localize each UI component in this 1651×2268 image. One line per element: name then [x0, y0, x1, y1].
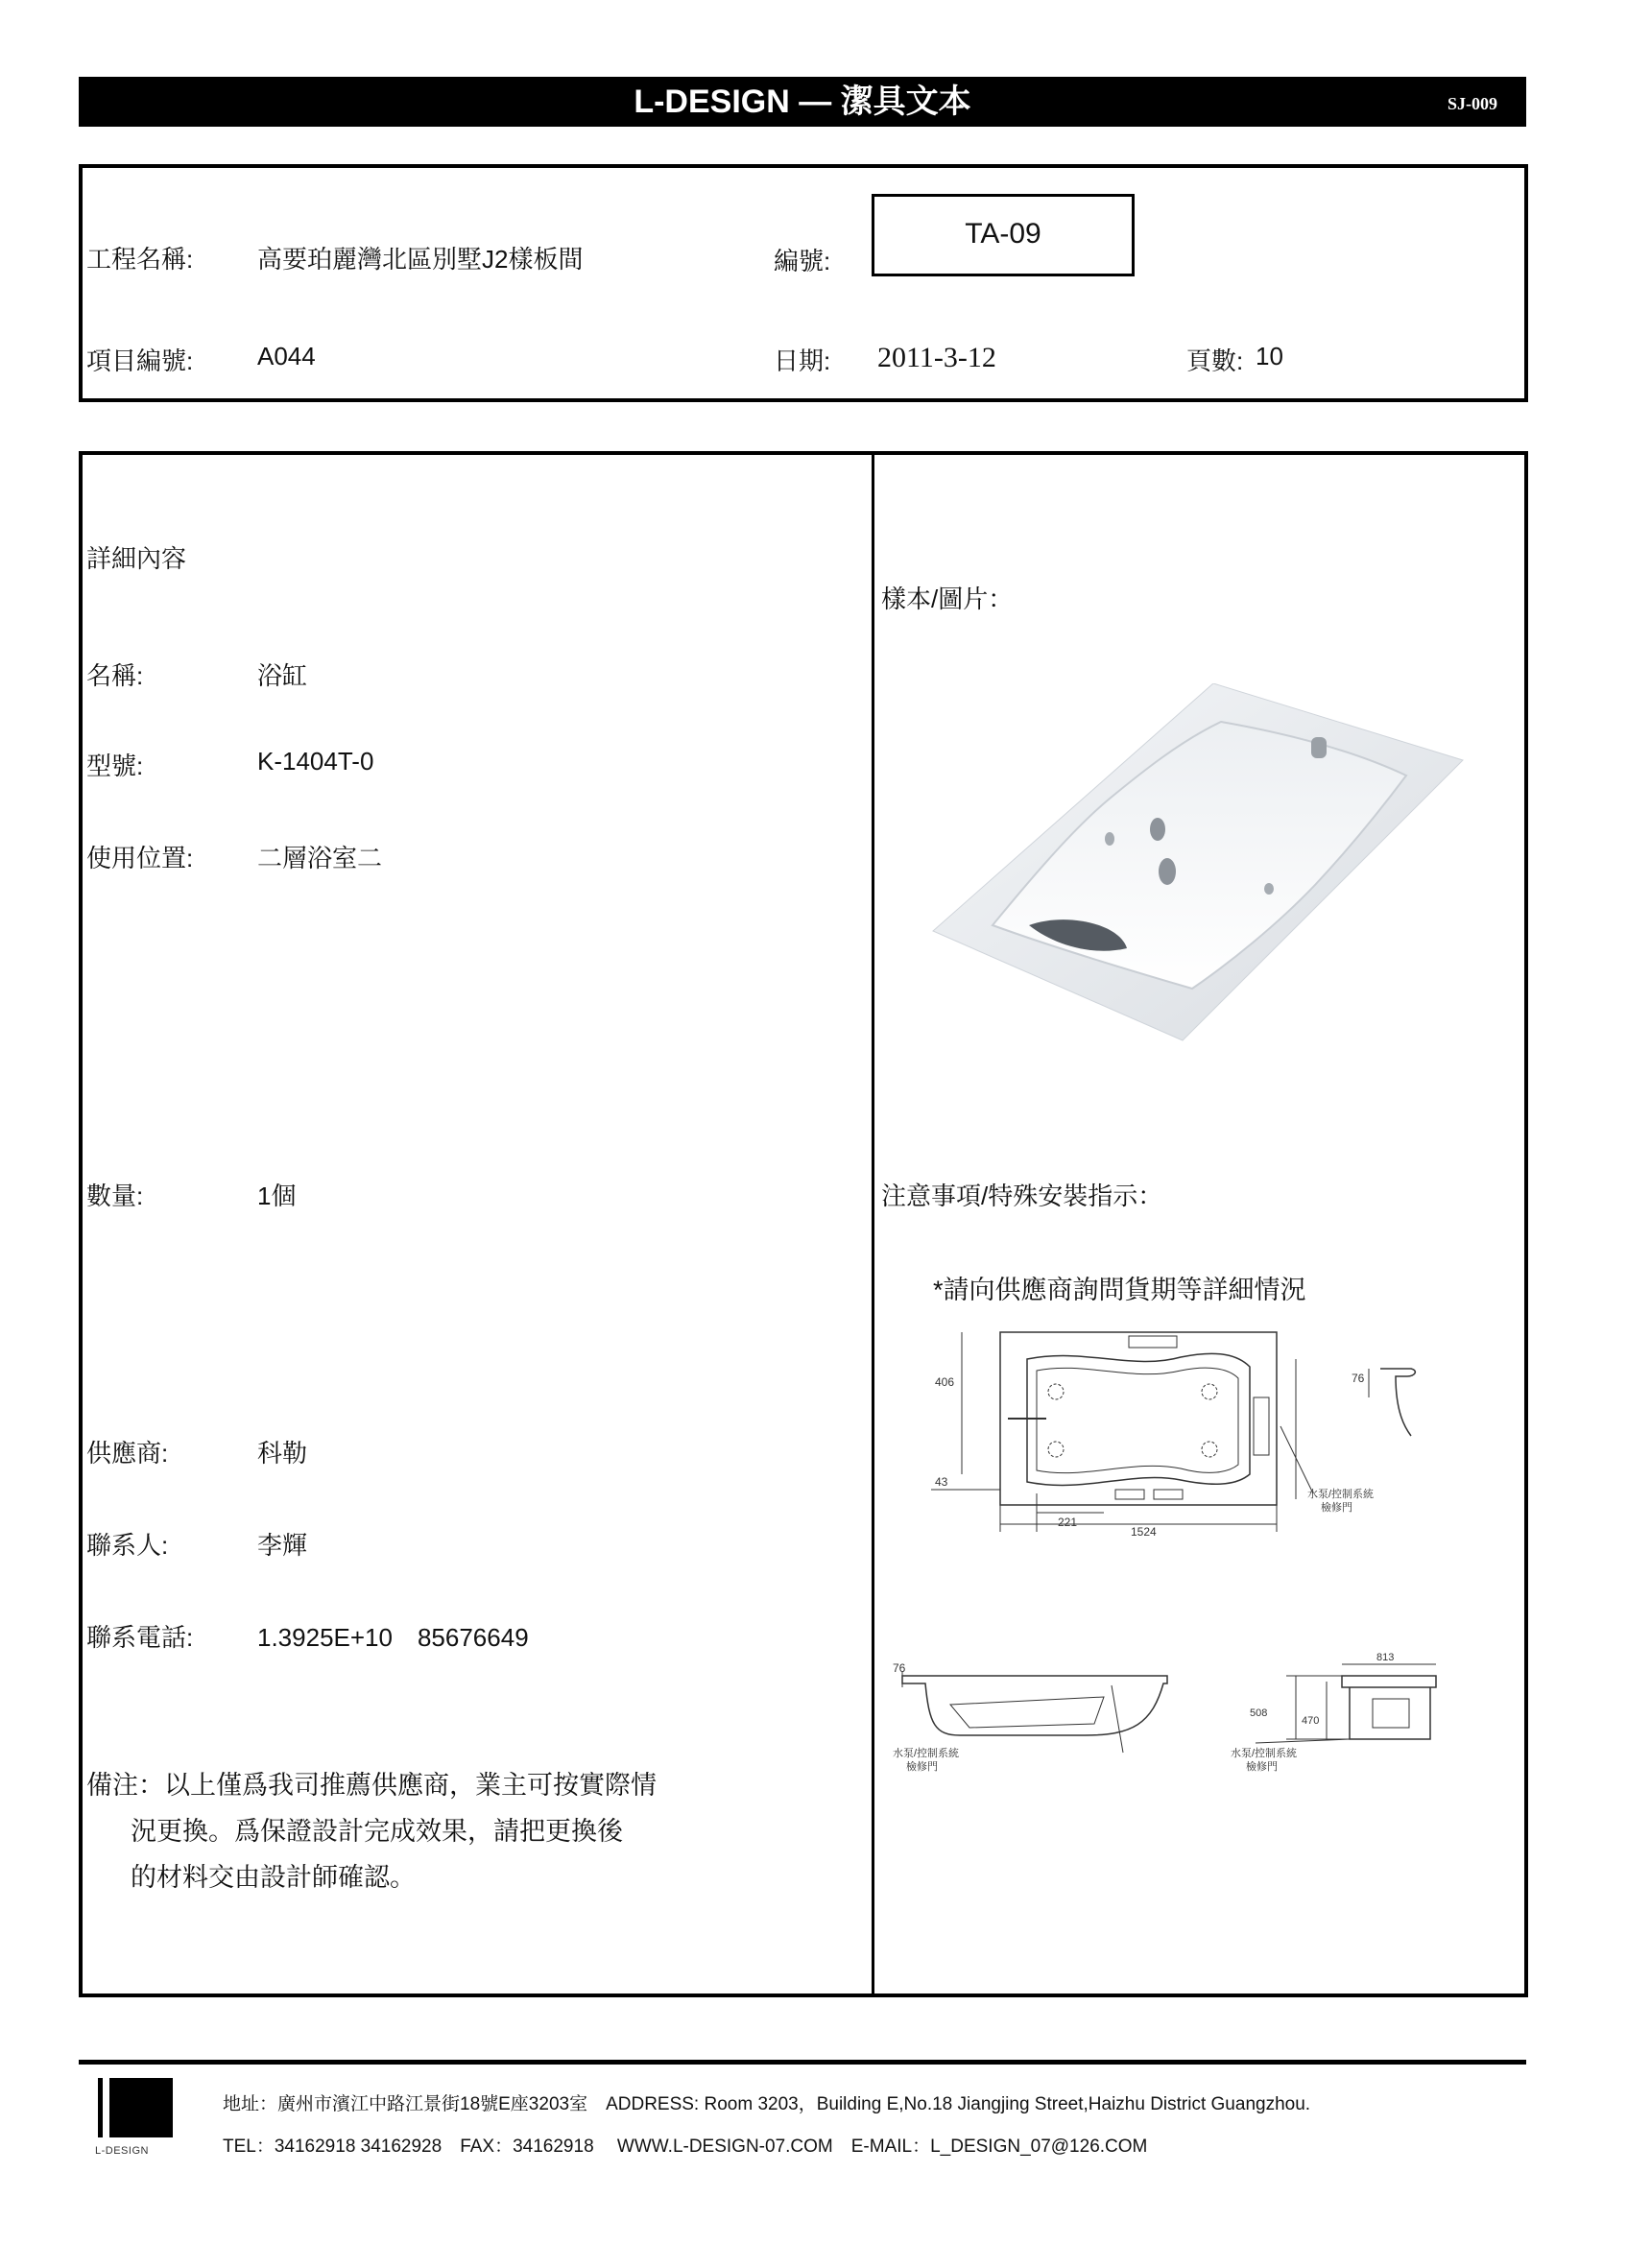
date-value: 2011-3-12 [877, 342, 996, 373]
jet-4 [1202, 1442, 1217, 1457]
plan-basin-inner [1037, 1368, 1238, 1472]
model-label: 型號: [86, 752, 144, 780]
date-label: 日期: [774, 346, 831, 375]
hatch-label-1: 檢修門 [1321, 1502, 1352, 1514]
dim-508: 508 [1250, 1707, 1268, 1719]
elevation-end-top [1342, 1676, 1436, 1687]
quantity-value: 1個 [257, 1182, 297, 1210]
technical-drawing [893, 1321, 1469, 1801]
plan-side-panel [1254, 1397, 1269, 1455]
hatch-label-2: 檢修門 [906, 1761, 938, 1773]
remark-line-3: 的材料交由設計師確認。 [131, 1863, 416, 1892]
plan-basin [1027, 1353, 1250, 1485]
dim-813: 813 [1376, 1652, 1395, 1663]
project-name-value: 高要珀麗灣北區別墅J2樣板間 [257, 245, 584, 274]
elevation-side [902, 1676, 1167, 1735]
supplier-label: 供應商: [86, 1439, 169, 1468]
elevation-end-body [1350, 1687, 1430, 1739]
jet-3 [1202, 1384, 1217, 1399]
name-label: 名稱: [86, 661, 144, 690]
notes-label: 注意事項/特殊安裝指示： [881, 1182, 1163, 1210]
end-view-top [1380, 1369, 1415, 1436]
name-value: 浴缸 [257, 661, 308, 690]
pump-leader-1 [1280, 1426, 1313, 1493]
pages-label: 頁數: [1186, 346, 1244, 375]
contact-label: 聯系人: [86, 1531, 169, 1560]
project-name-label: 工程名稱: [86, 245, 194, 274]
column-divider [872, 451, 874, 1997]
supplier-value: 科勒 [257, 1439, 308, 1468]
details-section-title: 詳細內容 [86, 544, 187, 573]
pump-label-2: 水泵/控制系統 [893, 1748, 960, 1759]
plan-top-panel [1129, 1336, 1177, 1348]
remark-line-2: 況更換。爲保證設計完成效果，請把更換後 [131, 1817, 623, 1846]
dim-43: 43 [935, 1475, 948, 1489]
dim-1524: 1524 [1131, 1525, 1157, 1539]
pump-label-1: 水泵/控制系統 [1307, 1489, 1375, 1500]
footer-address: 地址：廣州市濱江中路江景街18號E座3203室 ADDRESS: Room 3203，Building E,No.18 Jiangjing Street,Haizhu District Guangzhou. [223, 2094, 1311, 2114]
sample-label: 樣本/圖片： [881, 585, 1014, 613]
pages-value: 10 [1256, 342, 1283, 370]
footer-contact: TEL：34162918 34162928 FAX：34162918 WWW.L-DESIGN-07.COM E-MAIL：L_DESIGN_07@126.COM [223, 2137, 1148, 2157]
plan-bottom-panel-2 [1154, 1490, 1183, 1499]
number-label: 編號: [774, 247, 831, 275]
hatch-label-3: 檢修門 [1246, 1761, 1278, 1773]
notes-text: *請向供應商詢問貨期等詳細情況 [933, 1276, 1306, 1304]
remark-line-1: 備注：以上僅爲我司推薦供應商，業主可按實際情 [86, 1771, 657, 1800]
item-no-value: A044 [257, 342, 316, 370]
header-banner [79, 77, 1526, 127]
dim-221: 221 [1058, 1516, 1078, 1529]
elevation-end-pump [1373, 1699, 1409, 1728]
item-no-label: 項目編號: [86, 346, 194, 375]
location-value: 二層浴室二 [257, 844, 383, 872]
quantity-label: 數量: [86, 1182, 144, 1210]
pump-leader-3 [1256, 1739, 1350, 1743]
footer-rule [79, 2060, 1526, 2065]
dim-406: 406 [935, 1375, 955, 1389]
model-value: K-1404T-0 [257, 747, 374, 776]
bathtub-photo [921, 683, 1478, 1048]
dim-76a: 76 [1352, 1372, 1365, 1385]
plan-bottom-panel-1 [1115, 1490, 1144, 1499]
contact-value: 李輝 [257, 1531, 308, 1560]
dim-470: 470 [1302, 1715, 1320, 1727]
dim-76b: 76 [893, 1661, 906, 1675]
jet-2 [1048, 1442, 1064, 1457]
jet-1 [1048, 1384, 1064, 1399]
pump-leader-2 [1112, 1685, 1123, 1753]
phone-value: 1.3925E+10 85676649 [257, 1623, 529, 1652]
logo-caption: L-DESIGN [95, 2145, 149, 2157]
phone-label: 聯系電話: [86, 1623, 194, 1652]
number-value-box: TA-09 [872, 194, 1135, 276]
pump-label-3: 水泵/控制系統 [1231, 1748, 1298, 1759]
document-code: SJ-009 [1447, 94, 1497, 113]
elevation-pump [950, 1697, 1104, 1728]
document-title: L-DESIGN — 潔具文本 [634, 84, 971, 120]
l-design-logo [98, 2078, 173, 2137]
location-label: 使用位置: [86, 844, 194, 872]
